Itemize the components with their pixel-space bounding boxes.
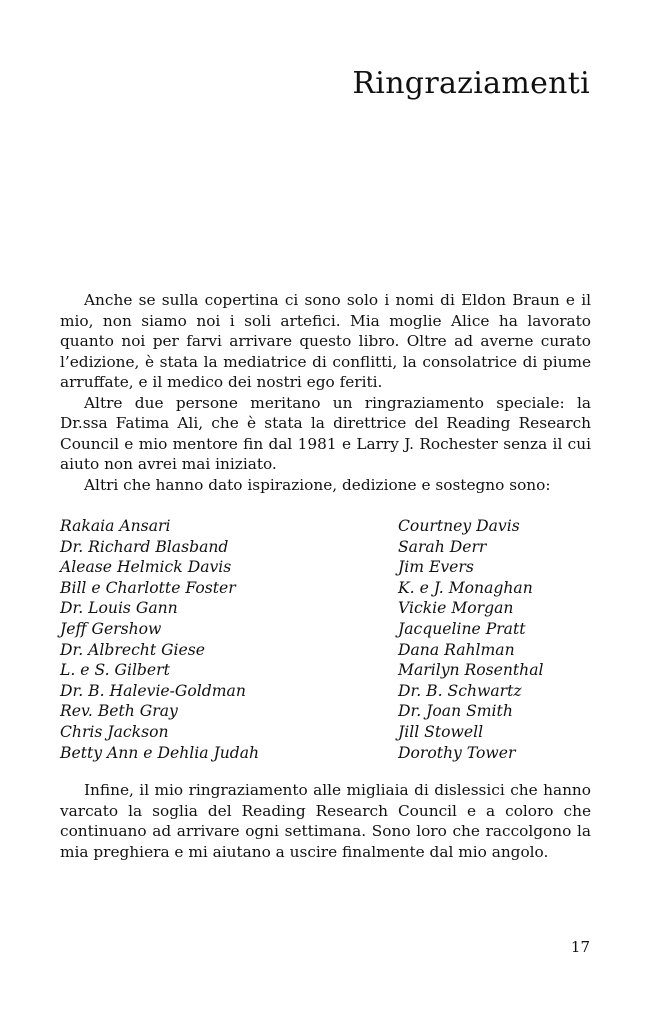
- name-item: Dr. Richard Blasband: [60, 537, 229, 556]
- paragraph-special-thanks: Altre due persone meritano un ringraziamento speciale: la Dr.ssa Fatima Ali, che è stata la direttrice del Reading Research Council e mio mentore fin dal 1981 e Larry J. Rochester senza il cui aiuto non avrei mai iniziato.: [60, 393, 591, 473]
- name-item: Dr. Albrecht Giese: [60, 640, 205, 659]
- name-item: Sarah Derr: [398, 537, 487, 556]
- paragraph-authors: Anche se sulla copertina ci sono solo i nomi di Eldon Braun e il mio, non siamo noi i soli artefici. Mia moglie Alice ha lavorato quanto noi per farvi arrivare questo libro. Oltre ad averne curato l’edizione, è stata la mediatrice di conflitti, la consolatrice di piume arruffate, e il medico dei nostri ego feriti.: [60, 291, 591, 391]
- acknowledgements-closing: [60, 780, 591, 862]
- name-item: K. e J. Monaghan: [398, 578, 533, 597]
- name-item: Alease Helmick Davis: [60, 558, 232, 577]
- name-item: L. e S. Gilbert: [60, 661, 170, 680]
- page-title: Ringraziamenti: [352, 66, 590, 101]
- acknowledgements-intro: [60, 290, 591, 495]
- name-item: Jim Evers: [398, 558, 474, 577]
- name-item: Vickie Morgan: [398, 599, 514, 618]
- name-item: Betty Ann e Dehlia Judah: [60, 743, 260, 762]
- name-item: Dana Rahlman: [398, 640, 515, 659]
- name-item: Bill e Charlotte Foster: [60, 578, 236, 597]
- name-item: Chris Jackson: [60, 722, 169, 741]
- name-item: Marilyn Rosenthal: [398, 661, 544, 680]
- name-item: Jill Stowell: [398, 722, 484, 741]
- name-item: Dr. B. Halevie-Goldman: [60, 681, 246, 700]
- name-item: Jacqueline Pratt: [398, 619, 526, 638]
- name-item: Rakaia Ansari: [60, 517, 171, 535]
- name-item: Courtney Davis: [398, 517, 520, 535]
- name-item: Rev. Beth Gray: [60, 702, 178, 721]
- name-item: Dr. Louis Gann: [60, 599, 178, 618]
- name-item: Dorothy Tower: [398, 743, 516, 762]
- names-column-right: [398, 516, 544, 763]
- paragraph-closing: Infine, il mio ringraziamento alle migliaia di dislessici che hanno varcato la soglia del Reading Research Council e a coloro che continuano ad arrivare ogni settimana. Sono loro che raccolgono la mia preghiera e mi aiutano a uscire finalmente dal mio angolo.: [60, 781, 591, 861]
- name-item: Dr. B. Schwartz: [398, 681, 522, 700]
- paragraph-others-intro: Altri che hanno dato ispirazione, dedizione e sostegno sono:: [84, 475, 551, 494]
- name-item: Dr. Joan Smith: [398, 702, 513, 721]
- page-number: 17: [570, 938, 590, 956]
- name-item: Jeff Gershow: [60, 619, 162, 638]
- names-column-left: [60, 516, 259, 763]
